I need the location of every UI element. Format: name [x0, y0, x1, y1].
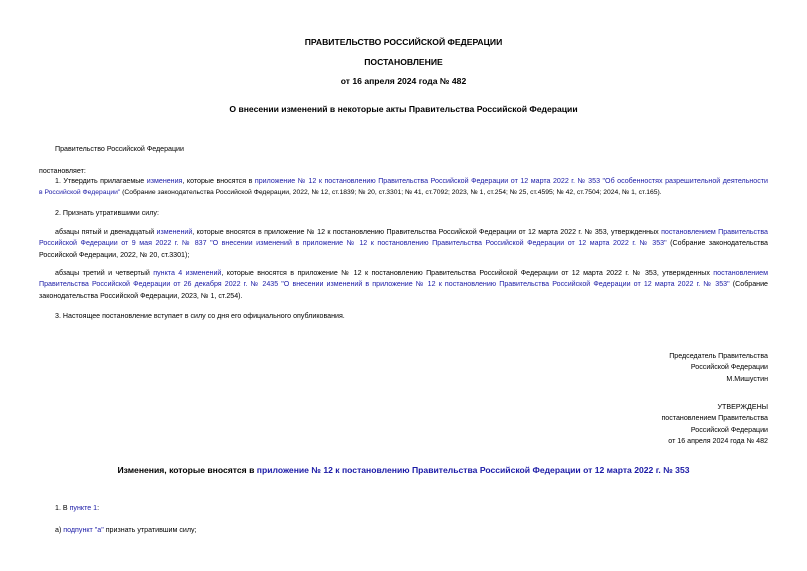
signature-line-3: М.Мишустин — [726, 374, 768, 383]
point-1-link[interactable]: пункте 1 — [69, 504, 98, 512]
para-b-text: абзацы третий и четвертый — [55, 269, 154, 277]
resolution-837-link[interactable]: постановлением Правительства — [661, 228, 768, 236]
resolution-837-link-cont[interactable]: Российской Федерации от 9 мая 2022 г. № 837 "О внесении изменений в приложение № 12 к постановлению Правительства Российской Федерации от 12 марта 2022 г. № 353" — [39, 239, 667, 248]
para-b — [39, 268, 768, 302]
approved-line-3: Российской Федерации — [690, 425, 768, 434]
document-title: О внесении изменений в некоторые акты Правительства Российской Федерации — [229, 104, 578, 114]
signature-line-1: Председатель Правительства — [669, 352, 768, 360]
point-4-changes-link[interactable]: пункта 4 изменений — [153, 269, 222, 277]
subpoint-a-link[interactable]: подпункт "а" — [63, 526, 104, 534]
para-b-line-1 — [39, 268, 768, 279]
changes-item-1-text: 1. В — [55, 504, 70, 512]
changes-link-2[interactable]: изменений — [156, 228, 193, 236]
appendix-12-link[interactable]: приложение № 12 к постановлению Правительства Российской Федерации от 12 марта 2022 г. № 353 "Об особенностях разрешительной деятельности — [254, 177, 769, 185]
changes-subitem-a — [55, 525, 197, 536]
approved-line-2: постановлением Правительства — [661, 414, 768, 423]
changes-link[interactable]: изменения — [146, 177, 183, 185]
item-2-text: 2. Признать утратившими силу: — [55, 209, 159, 217]
item-1-line-2 — [39, 187, 768, 198]
government-header: ПРАВИТЕЛЬСТВО РОССИЙСКОЙ ФЕДЕРАЦИИ — [304, 37, 503, 47]
changes-item-1-text: : — [97, 504, 100, 512]
changes-item-1 — [55, 503, 99, 514]
para-b-text: (Собрание — [729, 280, 768, 289]
changes-subitem-text: а) — [55, 526, 64, 534]
signature-block — [669, 351, 768, 385]
para-a-text: абзацы пятый и двенадцатый — [55, 228, 157, 236]
para-a-line-2 — [39, 238, 768, 249]
item-1-text: , которые вносятся в — [182, 177, 255, 185]
item-1-paragraph — [39, 176, 768, 199]
appendix-12-link-cont[interactable]: в Российской Федерации" — [39, 189, 121, 197]
para-a-text: (Собрание законодательства — [666, 239, 768, 248]
para-b-line-2 — [39, 279, 768, 290]
para-a-text: , которые вносятся в приложение № 12 к постановлению Правительства Российской Федерации от 12 марта 2022 г. № 353, утвержденных — [192, 228, 662, 236]
changes-subitem-text: признать утратившим силу; — [103, 526, 197, 534]
document-type: ПОСТАНОВЛЕНИЕ — [364, 57, 443, 67]
intro-text: Правительство Российской Федерации — [55, 145, 184, 153]
para-a — [39, 227, 768, 261]
item-1-line-1 — [39, 176, 768, 187]
approved-block — [661, 402, 768, 448]
para-b-text: , которые вносятся в приложение № 12 к постановлению Правительства Российской Федерации от 12 марта 2022 г. № 353, утвержденных — [221, 269, 714, 277]
resolution-2435-link-cont[interactable]: Правительства Российской Федерации от 26 декабря 2022 г. № 2435 "О внесении изменений в приложение № 12 к постановлению Правительства Российской Федерации от 12 марта 2022 г. № 353" — [39, 280, 730, 289]
document-date-number: от 16 апреля 2024 года № 482 — [340, 76, 467, 86]
para-b-line-3: законодательства Российской Федерации, 2023, № 1, ст.254). — [39, 291, 243, 300]
appendix-12-title-link[interactable]: приложение № 12 к постановлению Правительства Российской Федерации от 12 марта 2022 г. № 353 — [256, 465, 690, 475]
approved-line-4: от 16 апреля 2024 года № 482 — [668, 437, 768, 446]
para-a-line-1 — [39, 227, 768, 238]
signature-line-2: Российской Федерации — [690, 363, 768, 372]
para-a-line-3: Российской Федерации, 2022, № 20, ст.3301); — [39, 250, 190, 259]
changes-title-text: Изменения, которые вносятся в — [117, 465, 257, 475]
changes-title — [0, 465, 807, 475]
item-1-text: 1. Утвердить прилагаемые — [55, 177, 147, 185]
item-3-text: 3. Настоящее постановление вступает в силу со дня его официального опубликования. — [55, 312, 345, 320]
approved-line-1: УТВЕРЖДЕНЫ — [717, 403, 768, 411]
item-1-text: (Собрание законодательства Российской Федерации, 2022, № 12, ст.1839; № 20, ст.3301; № 41, ст.7092; 2023, № 1, ст.254; № 25, ст.4595; № 42, ст.7504; 2024, № 1, ст.165). — [120, 189, 662, 197]
resolution-2435-link[interactable]: постановлением — [713, 269, 768, 277]
decree-text: постановляет: — [39, 167, 86, 175]
